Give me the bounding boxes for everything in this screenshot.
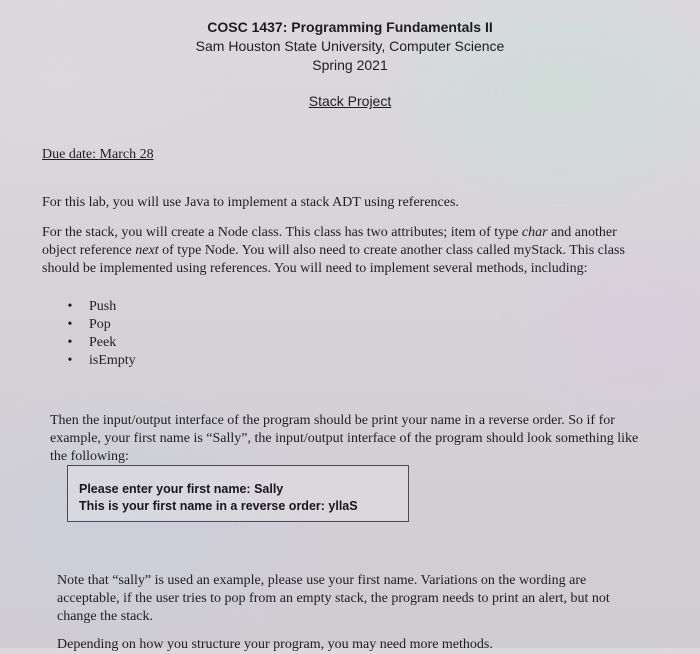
method-isempty: isEmpty — [89, 353, 136, 368]
list-item — [64, 334, 136, 352]
list-item — [64, 352, 136, 370]
console-example-box — [67, 465, 409, 522]
project-title: Stack Project — [308, 93, 392, 109]
university-name: Sam Houston State University, Computer Science — [195, 38, 505, 54]
method-pop: Pop — [89, 317, 111, 332]
stack-desc-part2: and another object reference — [42, 225, 617, 258]
closing-paragraph: Depending on how you structure your program, you may need more methods. — [57, 637, 493, 652]
console-prompt-line: Please enter your first name: Sally — [79, 482, 284, 496]
bullet-icon: • — [67, 353, 73, 368]
intro-paragraph: For this lab, you will use Java to implement a stack ADT using references. — [42, 195, 459, 210]
note-paragraph: Note that “sally” is used an example, please use your first name. Variations on the wording are acceptable, if the user tries to pop from an empty stack, the program needs to print an alert, but not change the stack. — [57, 573, 610, 624]
stack-desc-part3: of type Node. You will also need to create another class called myStack. This class should be implemented using references. You will need to implement several methods, including: — [42, 243, 625, 276]
list-item — [64, 298, 136, 316]
term: Spring 2021 — [312, 57, 388, 73]
method-peek: Peek — [89, 335, 117, 350]
course-title: COSC 1437: Programming Fundamentals II — [207, 19, 493, 35]
list-item — [64, 316, 136, 334]
stack-description-paragraph — [42, 224, 642, 278]
stack-desc-part1: For the stack, you will create a Node class. This class has two attributes; item of type — [42, 225, 522, 240]
next-keyword: next — [135, 243, 159, 258]
bullet-icon: • — [67, 335, 73, 350]
bullet-icon: • — [67, 317, 73, 332]
char-keyword: char — [521, 225, 548, 240]
method-push: Push — [89, 299, 117, 314]
due-date: Due date: March 28 — [42, 147, 154, 162]
methods-list — [64, 298, 136, 370]
console-output-line: This is your first name in a reverse order: yllaS — [79, 499, 358, 513]
io-description-paragraph: Then the input/output interface of the program should be print your name in a reverse order. So if for example, your first name is “Sally”, the input/output interface of the program should look something like the following: — [50, 413, 639, 464]
bullet-icon: • — [67, 299, 73, 314]
